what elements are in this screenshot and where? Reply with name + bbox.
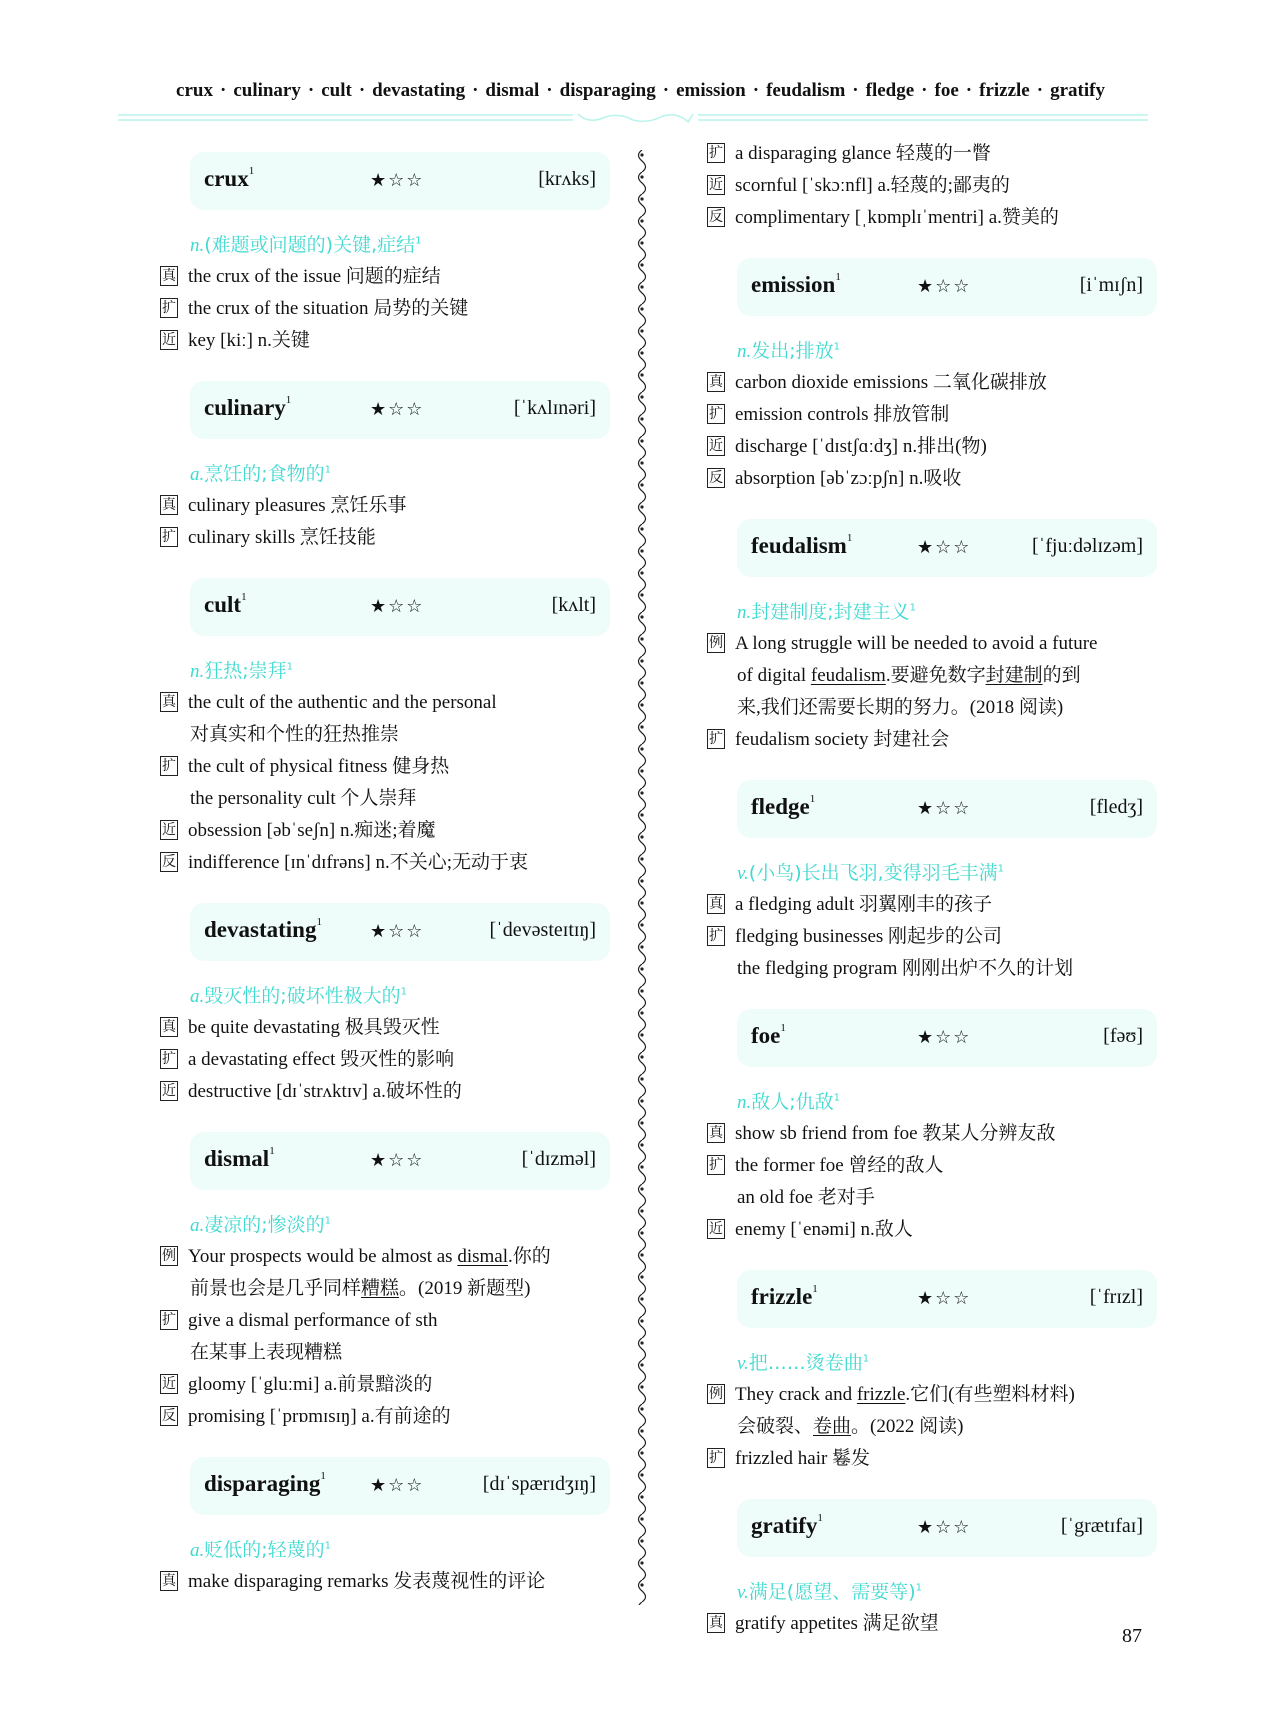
headword-box [190,1457,610,1515]
head-word: feudalism [766,80,846,101]
example-continuation: 前景也会是几乎同样糟糕。(2019 新题型) [190,1278,531,1299]
usage-line: 扩 the crux of the situation 局势的关键 [162,298,469,319]
usage-line: 真 be quite devastating 极具毁灭性 [162,1017,440,1038]
usage-continuation: 对真实和个性的狂热推崇 [190,724,400,745]
usage-line: 近 key [kiː] n.关键 [162,330,310,351]
headword-box [190,578,610,636]
usage-line: 近 obsession [əbˈseʃn] n.痴迷;着魔 [162,820,436,841]
usage-line: 扩 the former foe 曾经的敌人 [709,1155,944,1176]
headword-box [737,519,1157,577]
entry-disparaging-continued [707,138,1177,234]
definition: a.凄凉的;惨淡的$^1$ [190,1214,332,1236]
phonetic: [fledʒ] [1089,796,1143,818]
head-word: culinary [233,80,301,101]
headword-box [190,1132,610,1190]
antonym-tag-icon: 反 [162,854,176,870]
real-exam-tag-icon: 真 [709,1615,723,1631]
frequency-stars: ★☆☆ [370,1150,425,1171]
left-column [160,140,630,1622]
real-exam-tag-icon: 真 [709,374,723,390]
entry-foe [707,1009,1177,1246]
frequency-stars: ★☆☆ [370,1475,425,1496]
frequency-stars: ★☆☆ [917,1027,972,1048]
usage-line: 反 absorption [əbˈzɔːpʃn] n.吸收 [709,468,962,489]
entry-fledge [707,780,1177,985]
headword: devastating$^1$ [204,916,322,942]
frequency-stars: ★☆☆ [917,1288,972,1309]
headword-box [190,152,610,210]
real-exam-tag-icon: 真 [709,896,723,912]
definition: a.烹饪的;食物的$^1$ [190,463,332,485]
example-line: 例 A long struggle will be needed to avoid a future [709,633,1098,654]
frequency-stars: ★☆☆ [370,399,425,420]
header-rule-ornament [118,112,1148,124]
synonym-tag-icon: 近 [162,1083,176,1099]
example-continuation: of digital feudalism.要避免数字封建制的到 [737,665,1081,686]
extension-tag-icon: 扩 [709,928,723,944]
head-word: cult [321,80,352,101]
frequency-stars: ★☆☆ [917,798,972,819]
headword: culinary$^1$ [204,394,292,420]
real-exam-tag-icon: 真 [162,694,176,710]
head-word: crux [176,80,213,101]
real-exam-tag-icon: 真 [709,1125,723,1141]
usage-line: 真 culinary pleasures 烹饪乐事 [162,495,407,516]
entry-devastating [160,903,630,1108]
headword: frizzle$^1$ [751,1283,818,1309]
usage-line: 近 gloomy [ˈgluːmi] a.前景黯淡的 [162,1374,433,1395]
example-line: 例 Your prospects would be almost as dismal.你的 [162,1246,551,1267]
entry-culinary [160,381,630,554]
definition: a.贬低的;轻蔑的$^1$ [190,1539,332,1561]
head-word: devastating [372,80,466,101]
page-number: 87 [1122,1625,1142,1647]
entry-crux [160,152,630,357]
entry-emission [707,258,1177,495]
usage-line: 扩 fledging businesses 刚起步的公司 [709,926,1003,947]
headword-box [190,381,610,439]
entry-dismal [160,1132,630,1433]
extension-tag-icon: 扩 [162,300,176,316]
extension-tag-icon: 扩 [709,1450,723,1466]
extension-tag-icon: 扩 [709,1157,723,1173]
headword: fledge$^1$ [751,793,816,819]
right-column [707,140,1177,1664]
frequency-stars: ★☆☆ [370,596,425,617]
definition: n.敌人;仇敌$^1$ [737,1091,841,1113]
usage-line: 真 a fledging adult 羽翼刚丰的孩子 [709,894,992,915]
head-word: dismal [485,80,540,101]
extension-tag-icon: 扩 [162,529,176,545]
example-tag-icon: 例 [162,1248,176,1264]
usage-continuation: an old foe 老对手 [737,1187,875,1208]
phonetic: [ˈdɪzməl] [521,1148,596,1170]
usage-line: 扩 culinary skills 烹饪技能 [162,527,376,548]
phonetic: [ˈdevəsteɪtɪŋ] [489,919,596,941]
headword: crux$^1$ [204,165,255,191]
usage-line: 扩 feudalism society 封建社会 [709,729,950,750]
headword: dismal$^1$ [204,1145,275,1171]
frequency-stars: ★☆☆ [917,537,972,558]
usage-line: 扩 give a dismal performance of sth [162,1310,438,1331]
example-tag-icon: 例 [709,635,723,651]
headword-box [737,1009,1157,1067]
entry-cult [160,578,630,879]
headword-box [737,258,1157,316]
real-exam-tag-icon: 真 [162,497,176,513]
usage-line: 反 indifference [ɪnˈdɪfrəns] n.不关心;无动于衷 [162,852,528,873]
definition: v.满足(愿望、需要等)$^1$ [737,1581,922,1603]
usage-continuation: the personality cult 个人崇拜 [190,788,417,809]
phonetic: [krʌks] [538,168,596,190]
extension-tag-icon: 扩 [709,731,723,747]
usage-line: 真 the crux of the issue 问题的症结 [162,266,441,287]
extension-tag-icon: 扩 [709,406,723,422]
synonym-tag-icon: 近 [709,438,723,454]
usage-line: 扩 emission controls 排放管制 [709,404,950,425]
frequency-stars: ★☆☆ [917,276,972,297]
synonym-tag-icon: 近 [709,1221,723,1237]
usage-line: 近 discharge [ˈdɪstʃɑːdʒ] n.排出(物) [709,436,987,457]
usage-line: 真 gratify appetites 满足欲望 [709,1613,939,1634]
real-exam-tag-icon: 真 [162,1019,176,1035]
phonetic: [ˈfrɪzl] [1089,1286,1143,1308]
headword: cult$^1$ [204,591,247,617]
antonym-tag-icon: 反 [709,209,723,225]
phonetic: [iˈmɪʃn] [1079,274,1143,296]
usage-line: 扩 a devastating effect 毁灭性的影响 [162,1049,455,1070]
phonetic: [ˈgrætɪfaɪ] [1060,1515,1143,1537]
definition: n.狂热;崇拜$^1$ [190,660,294,682]
usage-continuation: 在某事上表现糟糕 [190,1342,343,1363]
extension-tag-icon: 扩 [162,1051,176,1067]
headword: foe$^1$ [751,1022,786,1048]
running-head: crux · culinary · cult · devastating · dismal · disparaging · emission · feudalism · fledge · foe · frizzle · gratify [176,80,1105,101]
column-divider-ornament [635,150,649,1605]
usage-line: 近 enemy [ˈenəmi] n.敌人 [709,1219,913,1240]
head-word: fledge [865,80,915,101]
phonetic: [dɪˈspærɪdʒɪŋ] [482,1473,596,1495]
example-continuation: 会破裂、卷曲。(2022 阅读) [737,1416,964,1437]
entry-gratify [707,1499,1177,1640]
usage-line: 真 show sb friend from foe 教某人分辨友敌 [709,1123,1056,1144]
usage-line: 近 scornful [ˈskɔːnfl] a.轻蔑的;鄙夷的 [709,175,1010,196]
synonym-tag-icon: 近 [162,822,176,838]
headword: emission$^1$ [751,271,841,297]
definition: a.毁灭性的;破坏性极大的$^1$ [190,985,408,1007]
headword: gratify$^1$ [751,1512,823,1538]
entry-frizzle [707,1270,1177,1475]
frequency-stars: ★☆☆ [370,170,425,191]
definition: n.封建制度;封建主义$^1$ [737,601,917,623]
example-continuation: 来,我们还需要长期的努力。(2018 阅读) [737,697,1064,718]
head-word: frizzle [979,80,1030,101]
synonym-tag-icon: 近 [162,1376,176,1392]
usage-line: 反 complimentary [ˌkɒmplɪˈmentri] a.赞美的 [709,207,1059,228]
usage-line: 扩 frizzled hair 鬈发 [709,1448,871,1469]
head-word: disparaging [559,80,656,101]
usage-line: 真 make disparaging remarks 发表蔑视性的评论 [162,1571,546,1592]
headword: feudalism$^1$ [751,532,853,558]
frequency-stars: ★☆☆ [370,921,425,942]
extension-tag-icon: 扩 [162,758,176,774]
real-exam-tag-icon: 真 [162,268,176,284]
usage-line: 扩 a disparaging glance 轻蔑的一瞥 [709,143,991,164]
synonym-tag-icon: 近 [709,177,723,193]
phonetic: [ˈfjuːdəlɪzəm] [1031,535,1143,557]
usage-line: 扩 the cult of physical fitness 健身热 [162,756,450,777]
definition: n.发出;排放$^1$ [737,340,841,362]
usage-line: 真 carbon dioxide emissions 二氧化碳排放 [709,372,1047,393]
usage-line: 近 destructive [dɪˈstrʌktɪv] a.破坏性的 [162,1081,462,1102]
usage-line: 反 promising [ˈprɒmɪsɪŋ] a.有前途的 [162,1406,451,1427]
phonetic: [fəʊ] [1103,1025,1143,1047]
extension-tag-icon: 扩 [162,1312,176,1328]
usage-line: 真 the cult of the authentic and the personal [162,692,497,713]
headword-box [190,903,610,961]
antonym-tag-icon: 反 [709,470,723,486]
antonym-tag-icon: 反 [162,1408,176,1424]
phonetic: [ˈkʌlɪnəri] [513,397,596,419]
synonym-tag-icon: 近 [162,332,176,348]
head-word: emission [676,80,746,101]
phonetic: [kʌlt] [551,594,596,616]
frequency-stars: ★☆☆ [917,1517,972,1538]
usage-continuation: the fledging program 刚刚出炉不久的计划 [737,958,1074,979]
entry-disparaging [160,1457,630,1598]
example-tag-icon: 例 [709,1386,723,1402]
head-word: foe [934,80,959,101]
headword-box [737,780,1157,838]
headword-box [737,1499,1157,1557]
example-line: 例 They crack and frizzle.它们(有些塑料材料) [709,1384,1075,1405]
definition: v.把……烫卷曲$^1$ [737,1352,870,1374]
definition: n.(难题或问题的)关键,症结$^1$ [190,234,422,256]
entry-feudalism [707,519,1177,756]
headword: disparaging$^1$ [204,1470,326,1496]
head-word: gratify [1050,80,1105,101]
headword-box [737,1270,1157,1328]
extension-tag-icon: 扩 [709,145,723,161]
real-exam-tag-icon: 真 [162,1573,176,1589]
definition: v.(小鸟)长出飞羽,变得羽毛丰满$^1$ [737,862,1005,884]
